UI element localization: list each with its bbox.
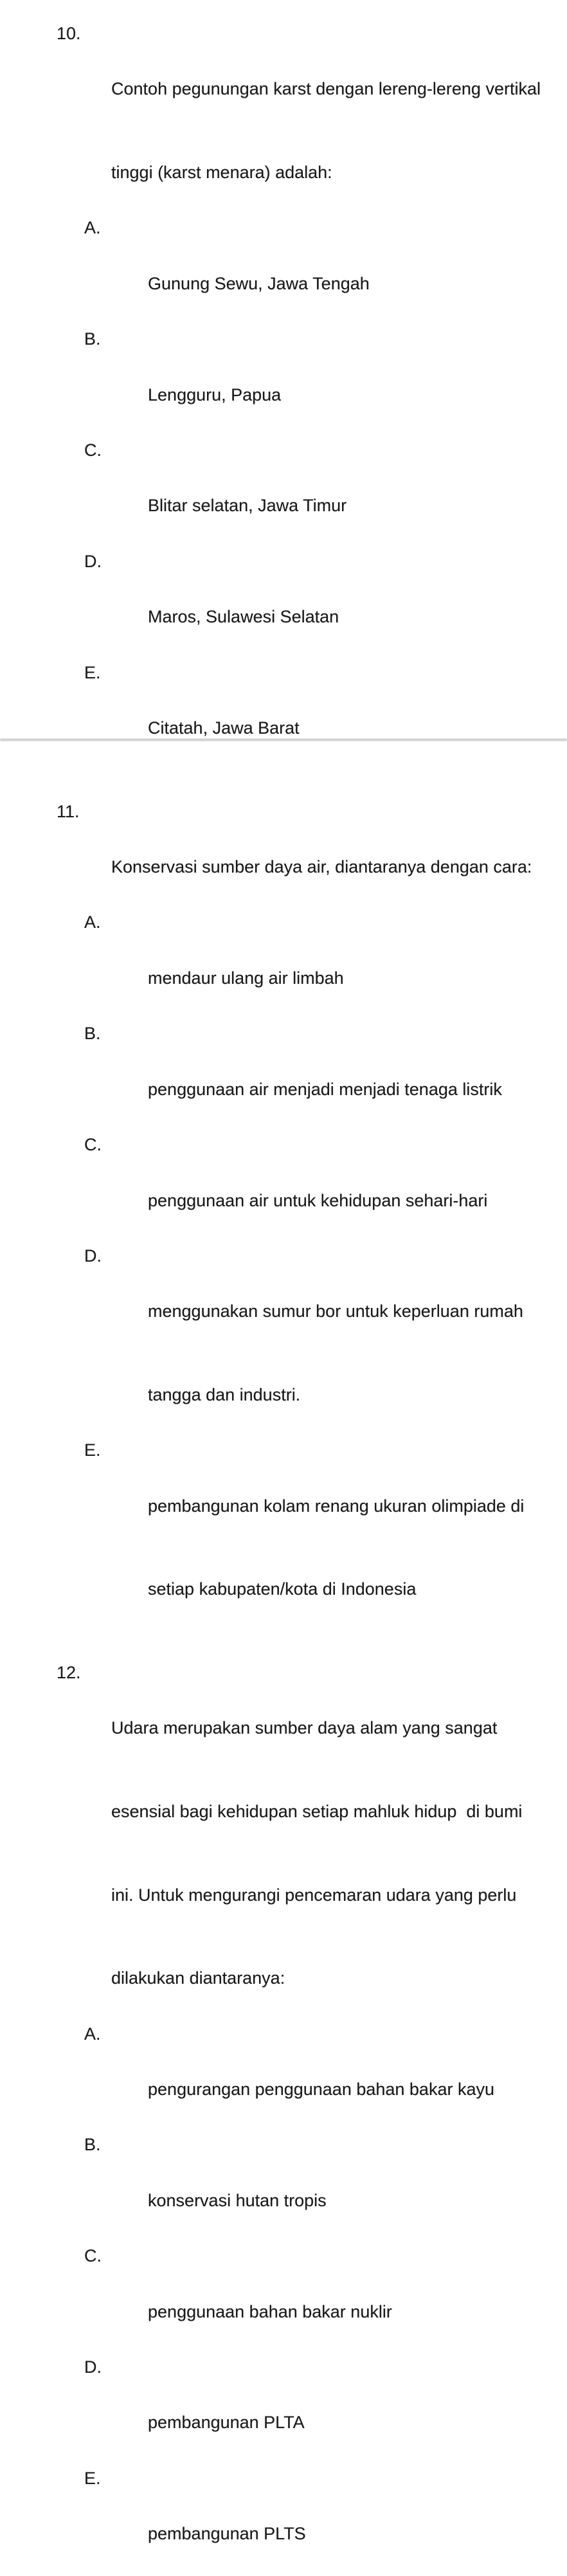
option-e bbox=[0, 659, 567, 770]
question-number: 10. bbox=[57, 24, 81, 43]
option-text: penggunaan air menjadi menjadi tenaga listrik bbox=[148, 1079, 502, 1099]
option-text: pembangunan kolam renang ukuran olimpiade di bbox=[148, 1496, 525, 1516]
option-letter: C. bbox=[84, 2246, 102, 2266]
option-letter: E. bbox=[84, 2468, 101, 2488]
option-c bbox=[0, 1131, 567, 1242]
option-letter: C. bbox=[84, 440, 102, 460]
option-text: Citatah, Jawa Barat bbox=[148, 718, 300, 738]
question-line bbox=[0, 1937, 567, 2020]
option-line bbox=[0, 325, 567, 437]
question-number: 12. bbox=[57, 1662, 81, 1682]
option-line bbox=[0, 548, 567, 659]
question-text: ini. Untuk mengurangi pencemaran udara yang perlu bbox=[111, 1885, 517, 1905]
option-line bbox=[0, 1131, 567, 1242]
option-text: konservasi hutan tropis bbox=[148, 2190, 327, 2210]
question-line bbox=[0, 20, 567, 131]
option-text: penggunaan air untuk kehidupan sehari-hari bbox=[148, 1190, 488, 1210]
option-line bbox=[0, 1354, 567, 1437]
option-line bbox=[0, 2242, 567, 2354]
question-text: Contoh pegunungan karst dengan lereng-lereng vertikal bbox=[111, 79, 541, 99]
option-text: penggunaan bahan bakar nuklir bbox=[148, 2301, 392, 2321]
question-block-11 bbox=[0, 798, 567, 1631]
option-line bbox=[0, 659, 567, 770]
question-line bbox=[0, 1770, 567, 1854]
option-line bbox=[0, 214, 567, 325]
option-text: Maros, Sulawesi Selatan bbox=[148, 607, 339, 627]
option-letter: D. bbox=[84, 2357, 102, 2377]
option-line bbox=[0, 1242, 567, 1354]
option-text: Lengguru, Papua bbox=[148, 385, 282, 404]
option-e bbox=[0, 1437, 567, 1631]
option-text: setiap kabupaten/kota di Indonesia bbox=[148, 1579, 417, 1599]
option-text: Gunung Sewu, Jawa Tengah bbox=[148, 273, 370, 293]
option-letter: B. bbox=[84, 2135, 101, 2155]
option-text: pengurangan penggunaan bahan bakar kayu bbox=[148, 2080, 494, 2099]
option-d bbox=[0, 1242, 567, 1437]
option-letter: A. bbox=[84, 912, 101, 932]
option-line bbox=[0, 1548, 567, 1631]
option-c bbox=[0, 437, 567, 548]
option-letter: B. bbox=[84, 329, 101, 349]
question-text: tinggi (karst menara) adalah: bbox=[111, 163, 332, 183]
question-line bbox=[0, 131, 567, 215]
question-line bbox=[0, 1853, 567, 1937]
question-text: esensial bagi kehidupan setiap mahluk hidup di bumi bbox=[111, 1801, 523, 1821]
option-letter: A. bbox=[84, 2024, 101, 2044]
option-a bbox=[0, 2020, 567, 2132]
option-text: pembangunan PLTA bbox=[148, 2413, 305, 2433]
option-a bbox=[0, 909, 567, 1020]
option-letter: B. bbox=[84, 1024, 101, 1044]
question-text: Konservasi sumber daya air, diantaranya dengan cara: bbox=[111, 857, 532, 877]
option-d bbox=[0, 548, 567, 659]
option-line bbox=[0, 2131, 567, 2242]
option-text: mendaur ulang air limbah bbox=[148, 968, 344, 988]
option-line bbox=[0, 909, 567, 1020]
option-letter: D. bbox=[84, 1246, 102, 1265]
question-line bbox=[0, 1659, 567, 1770]
option-text: Blitar selatan, Jawa Timur bbox=[148, 496, 347, 516]
question-block-10 bbox=[0, 20, 567, 770]
question-block-12 bbox=[0, 1659, 567, 2576]
option-line bbox=[0, 2354, 567, 2465]
option-text: tangga dan industri. bbox=[148, 1384, 301, 1404]
option-line bbox=[0, 437, 567, 548]
question-line bbox=[0, 798, 567, 909]
option-letter: A. bbox=[84, 218, 101, 238]
option-line bbox=[0, 2020, 567, 2132]
bottom-edge-line bbox=[0, 739, 567, 741]
option-d bbox=[0, 2354, 567, 2465]
option-letter: E. bbox=[84, 1440, 101, 1460]
question-text: dilakukan diantaranya: bbox=[111, 1968, 285, 1988]
option-b bbox=[0, 2131, 567, 2242]
option-line bbox=[0, 2465, 567, 2576]
question-text: Udara merupakan sumber daya alam yang sangat bbox=[111, 1718, 498, 1738]
option-c bbox=[0, 2242, 567, 2354]
option-a bbox=[0, 214, 567, 325]
option-letter: E. bbox=[84, 662, 101, 682]
option-letter: D. bbox=[84, 551, 102, 571]
option-e bbox=[0, 2465, 567, 2576]
option-b bbox=[0, 1020, 567, 1131]
option-line bbox=[0, 1020, 567, 1131]
question-number: 11. bbox=[57, 801, 80, 821]
option-text: menggunakan sumur bor untuk keperluan rumah bbox=[148, 1302, 523, 1321]
option-line bbox=[0, 1437, 567, 1548]
option-b bbox=[0, 325, 567, 437]
option-letter: C. bbox=[84, 1135, 102, 1155]
option-text: pembangunan PLTS bbox=[148, 2524, 306, 2544]
